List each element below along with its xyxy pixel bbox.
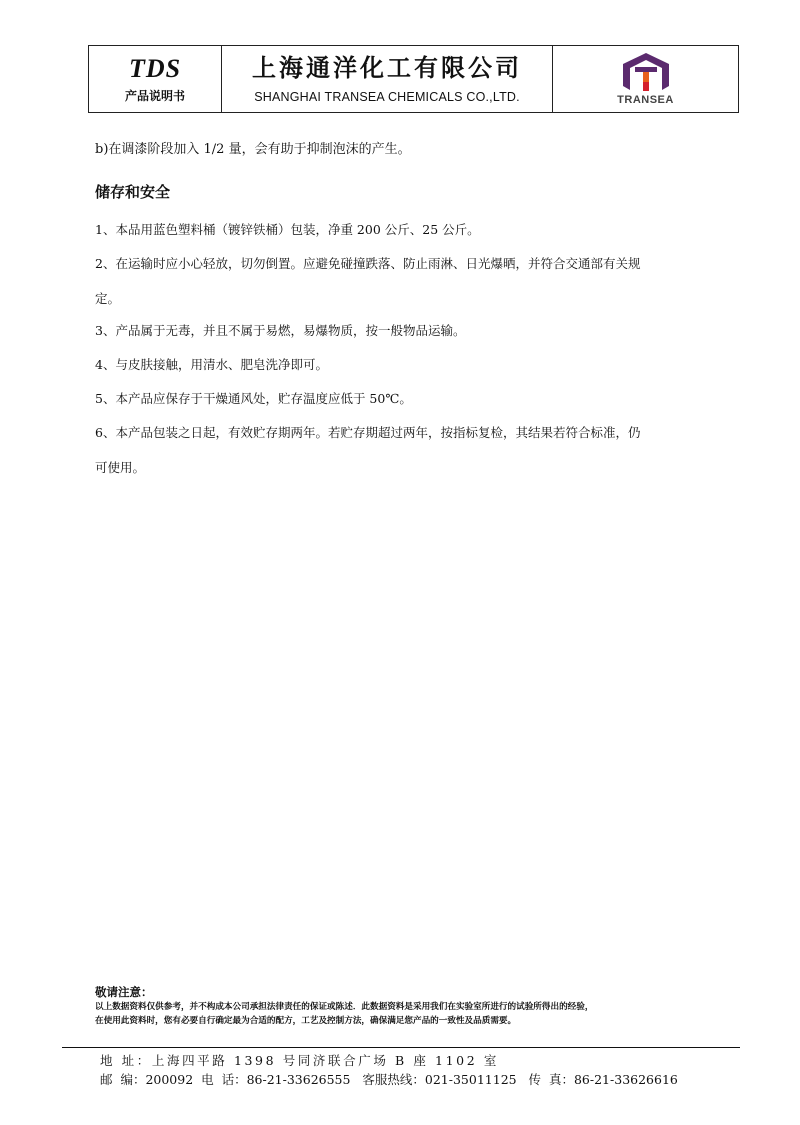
list-item: 3、产品属于无毒，并且不属于易燃，易爆物质，按一般物品运输。 (95, 323, 466, 338)
list-item: 4、与皮肤接触，用清水、肥皂洗净即可。 (95, 357, 328, 372)
document-header (88, 45, 739, 113)
footer-divider (62, 1047, 740, 1048)
storage-safety-list (95, 220, 725, 486)
company-name-en: SHANGHAI TRANSEA CHEMICALS CO.,LTD. (254, 90, 520, 104)
notice-title: 敬请注意： (95, 985, 153, 999)
logo-wordmark: TRANSEA (617, 94, 674, 106)
notice-line: 在使用此资料时，您有必要自行确定最为合适的配方，工艺及控制方法，确保满足您产品的一致性及品质需要。 (95, 1016, 517, 1026)
company-cell (222, 46, 553, 112)
list-item-continuation: 可使用。 (95, 460, 146, 475)
footer-postcode: 邮 编：200092 (100, 1072, 194, 1087)
footer-address: 地 址：上海四平路 1398 号同济联合广场 B 座 1102 室 (100, 1053, 499, 1068)
tds-subtitle: 产品说明书 (124, 88, 185, 103)
company-name-cn: 上海通洋化工有限公司 (252, 54, 522, 82)
notice-line: 以上数据资料仅供参考，并不构成本公司承担法律责任的保证或陈述．此数据资料是采用我们在实验室所进行的试验所得出的经验， (95, 1002, 594, 1012)
footer-phone: 电 话：86-21-33626555 (201, 1072, 351, 1087)
list-item: 6、本产品包装之日起，有效贮存期两年。若贮存期超过两年，按指标复检，其结果若符合标准，仍 (95, 425, 641, 440)
tds-title: TDS (128, 53, 182, 83)
intro-paragraph: b)在调漆阶段加入 1/2 量，会有助于抑制泡沫的产生。 (95, 142, 411, 157)
footer-contacts (100, 1070, 730, 1089)
logo-cell (553, 46, 738, 112)
tds-cell (89, 46, 222, 112)
list-item-continuation: 定。 (95, 291, 121, 306)
list-item: 2、在运输时应小心轻放，切勿倒置。应避免碰撞跌落、防止雨淋、日光爆晒，并符合交通部有关规 (95, 256, 641, 271)
notice-block (95, 984, 735, 1028)
list-item: 5、本产品应保存于干燥通风处，贮存温度应低于 50℃。 (95, 391, 412, 406)
transea-logo-icon (620, 52, 672, 92)
list-item: 1、本品用蓝色塑料桶（镀锌铁桶）包装，净重 200 公斤、25 公斤。 (95, 222, 480, 237)
document-body (95, 140, 725, 490)
footer-hotline: 客服热线：021-35011125 (362, 1072, 517, 1087)
section-title-storage-safety: 储存和安全 (95, 183, 171, 201)
footer-fax: 传 真：86-21-33626616 (528, 1072, 678, 1087)
footer (100, 1051, 730, 1089)
